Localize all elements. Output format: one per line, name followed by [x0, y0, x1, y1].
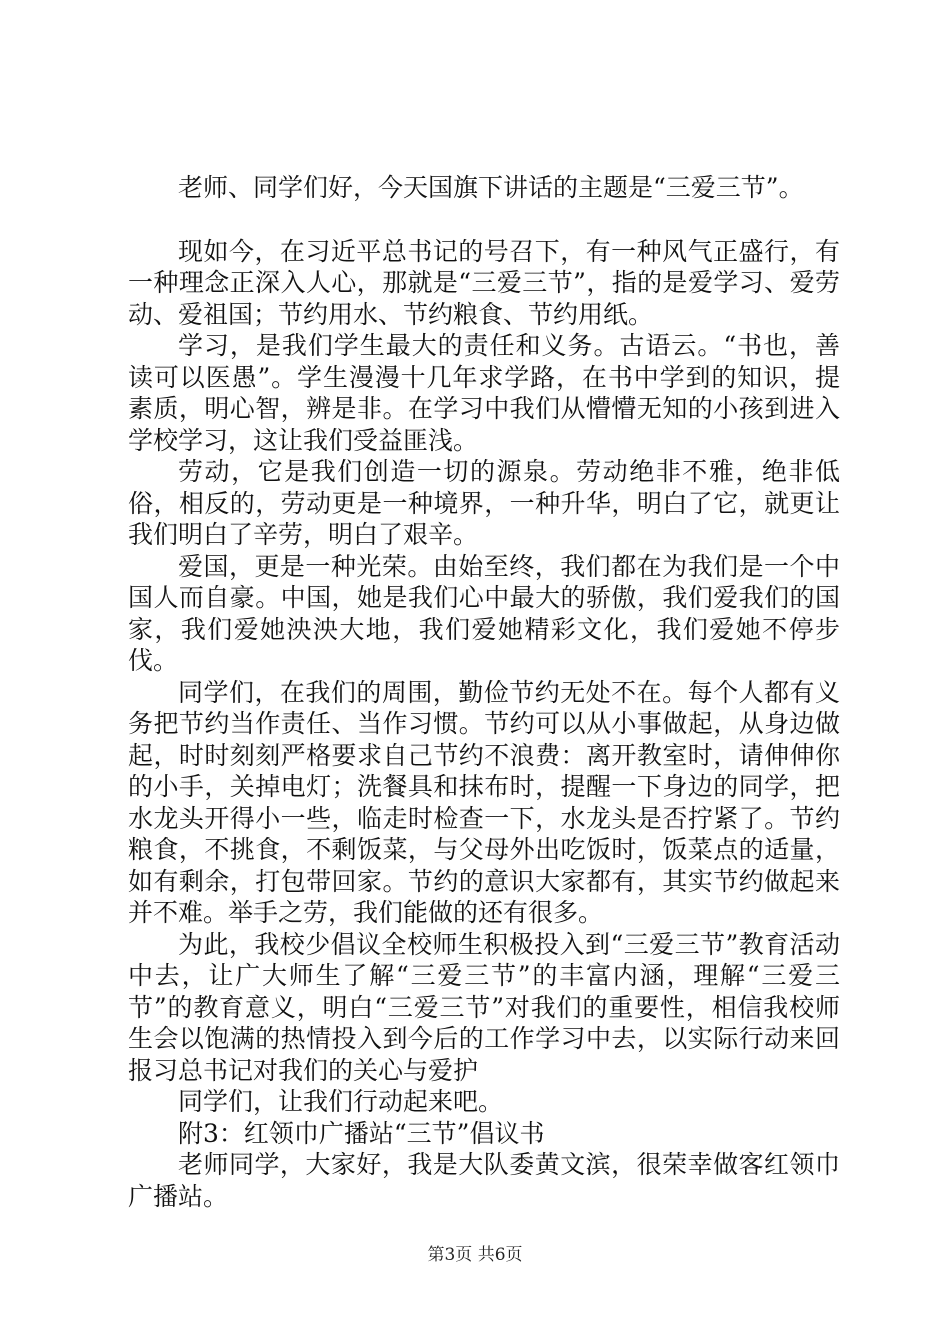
- paragraph-labor: 劳动，它是我们创造一切的源泉。劳动绝非不雅，绝非低俗，相反的，劳动更是一种境界，一种升华，明白了它，就更让我们明白了辛劳，明白了艰辛。: [128, 457, 840, 549]
- paragraph-initiative: 为此，我校少倡议全校师生积极投入到“三爱三节”教育活动中去，让广大师生了解“三爱三节”的丰富内涵，理解“三爱三节”的教育意义，明白“三爱三节”对我们的重要性，相信我校师生会以饱满的热情投入到今后的工作学习中去，以实际行动来回报习总书记对我们的关心与爱护: [128, 929, 840, 1085]
- document-body: [128, 172, 840, 1212]
- paragraph-call-to-action: 同学们，让我们行动起来吧。: [178, 1087, 504, 1116]
- page-number: 第3页 共6页: [427, 1245, 523, 1265]
- paragraph-appendix-title: 附3：红领巾广播站“三节”倡议书: [178, 1118, 545, 1148]
- paragraph-patriotism: 爱国，更是一种光荣。由始至终，我们都在为我们是一个中国人而自豪。中国，她是我们心中最大的骄傲，我们爱我们的国家，我们爱她泱泱大地，我们爱她精彩文化，我们爱她不停步伐。: [128, 551, 840, 675]
- paragraph-greeting: 老师、同学们好，今天国旗下讲话的主题是“三爱三节”。: [178, 173, 804, 202]
- paragraph-study: 学习，是我们学生最大的责任和义务。古语云。“书也，善读可以医愚”。学生漫漫十几年求学路，在书中学到的知识，提素质，明心智，辨是非。在学习中我们从懵懵无知的小孩到进入学校学习，这让我们受益匪浅。: [128, 331, 840, 455]
- paragraph-thrift: 同学们，在我们的周围，勤俭节约无处不在。每个人都有义务把节约当作责任、当作习惯。节约可以从小事做起，从身边做起，时时刻刻严格要求自己节约不浪费：离开教室时，请伸伸你的小手，关掉电灯；洗餐具和抹布时，提醒一下身边的同学，把水龙头开得小一些，临走时检查一下，水龙头是否拧紧了。节约粮食，不挑食，不剩饭菜，与父母外出吃饭时，饭菜点的适量，如有剩余，打包带回家。节约的意识大家都有，其实节约做起来并不难。举手之劳，我们能做的还有很多。: [128, 677, 840, 927]
- paragraph-intro: 现如今，在习近平总书记的号召下，有一种风气正盛行，有一种理念正深入人心，那就是“三爱三节”，指的是爱学习、爱劳动、爱祖国；节约用水、节约粮食、节约用纸。: [128, 236, 840, 329]
- paragraph-appendix-greeting: 老师同学，大家好，我是大队委黄文滨，很荣幸做客红领巾广播站。: [128, 1150, 840, 1211]
